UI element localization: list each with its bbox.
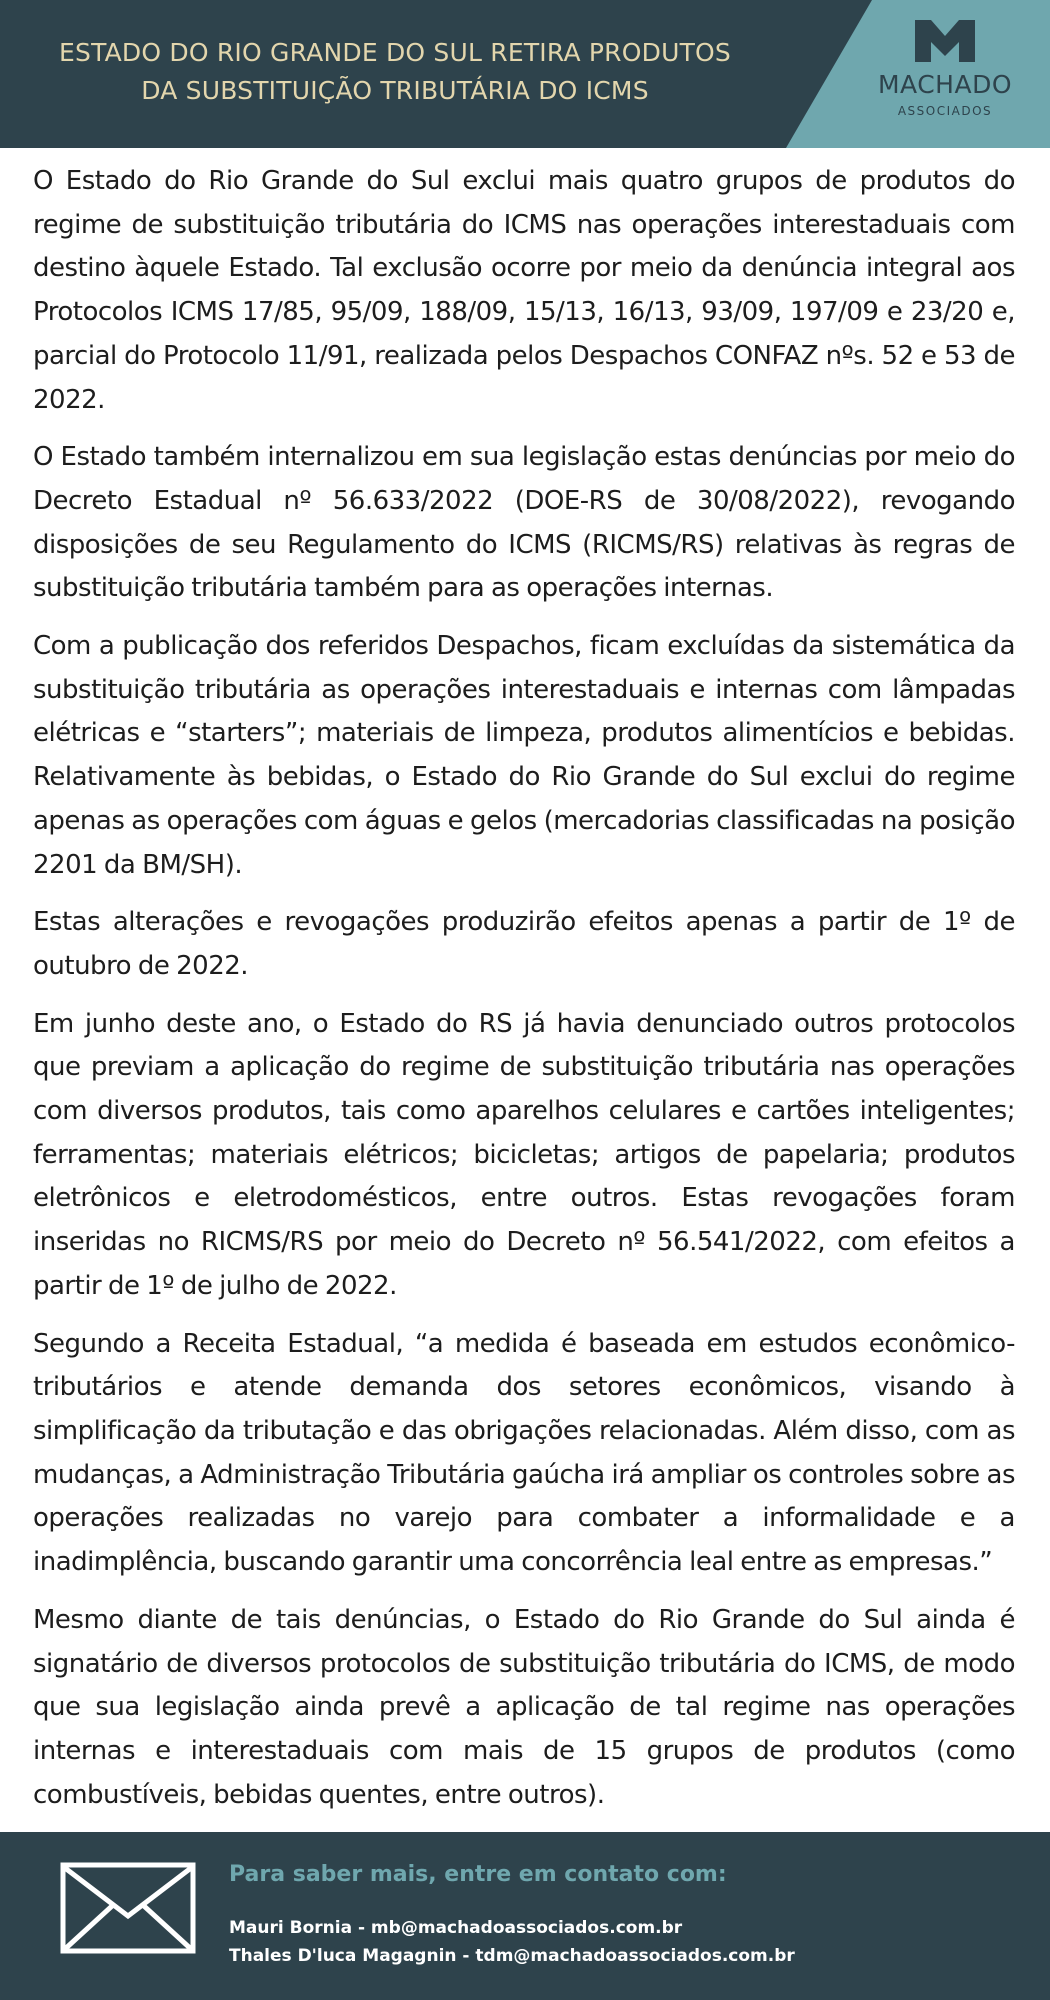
page-title [30, 34, 760, 110]
machado-logo-icon [915, 20, 975, 62]
paragraph: Com a publicação dos referidos Despachos, ficam excluídas da sistemática da substituição tributária as operações interestaduais e internas com lâmpadas elétricas e “starters”; materiais de limpeza, produtos alimentícios e bebidas. Relativamente às bebidas, o Estado do Rio Grande do Sul exclui do regime apenas as operações com águas e gelos (mercadorias classificadas na posição 2201 da BM/SH). [33, 631, 1015, 880]
paragraph: O Estado também internalizou em sua legislação estas denúncias por meio do Decreto Estadual nº 56.633/2022 (DOE-RS de 30/08/2022), revogando disposições de seu Regulamento do ICMS (RICMS/RS) relativas às regras de substituição tributária também para as operações internas. [33, 442, 1015, 604]
contact-line: Thales D'luca Magagnin - tdm@machadoassociados.com.br [229, 1946, 795, 1966]
envelope-icon [60, 1862, 196, 1954]
paragraph: Estas alterações e revogações produzirão efeitos apenas a partir de 1º de outubro de 2022. [33, 907, 1015, 981]
header-banner [0, 0, 1050, 148]
contact-line: Mauri Bornia - mb@machadoassociados.com.br [229, 1918, 683, 1938]
paragraph: Segundo a Receita Estadual, “a medida é baseada em estudos econômico-tributários e atende demanda dos setores econômicos, visando à simplificação da tributação e das obrigações relacionadas. Além disso, com as mudanças, a Administração Tributária gaúcha irá ampliar os controles sobre as operações realizadas no varejo para combater a informalidade e a inadimplência, buscando garantir uma concorrência leal entre as empresas.” [33, 1328, 1015, 1578]
paragraph: O Estado do Rio Grande do Sul exclui mais quatro grupos de produtos do regime de substituição tributária do ICMS nas operações interestaduais com destino àquele Estado. Tal exclusão ocorre por meio da denúncia integral aos Protocolos ICMS 17/85, 95/09, 188/09, 15/13, 16/13, 93/09, 197/09 e 23/20 e, parcial do Protocolo 11/91, realizada pelos Despachos CONFAZ nºs. 52 e 53 de 2022. [33, 166, 1015, 415]
page-title-line-2: DA SUBSTITUIÇÃO TRIBUTÁRIA DO ICMS [141, 76, 649, 105]
page-title-line-1: ESTADO DO RIO GRANDE DO SUL RETIRA PRODUTOS [59, 38, 731, 67]
contact-footer [0, 1832, 1050, 2000]
logo-name: MACHADO [877, 70, 1013, 99]
paragraph: Mesmo diante de tais denúncias, o Estado do Rio Grande do Sul ainda é signatário de diversos protocolos de substituição tributária do ICMS, de modo que sua legislação ainda prevê a aplicação de tal regime nas operações internas e interestaduais com mais de 15 grupos de produtos (como combustíveis, bebidas quentes, entre outros). [33, 1604, 1015, 1810]
article-body [33, 160, 1015, 1831]
paragraph: Em junho deste ano, o Estado do RS já havia denunciado outros protocolos que previam a aplicação do regime de substituição tributária nas operações com diversos produtos, tais como aparelhos celulares e cartões inteligentes; ferramentas; materiais elétricos; bicicletas; artigos de papelaria; produtos eletrônicos e eletrodomésticos, entre outros. Estas revogações foram inseridas no RICMS/RS por meio do Decreto nº 56.541/2022, com efeitos a partir de 1º de julho de 2022. [33, 1008, 1015, 1301]
logo-subtitle: ASSOCIADOS [897, 104, 993, 118]
contact-heading: Para saber mais, entre em contato com: [229, 1862, 727, 1887]
